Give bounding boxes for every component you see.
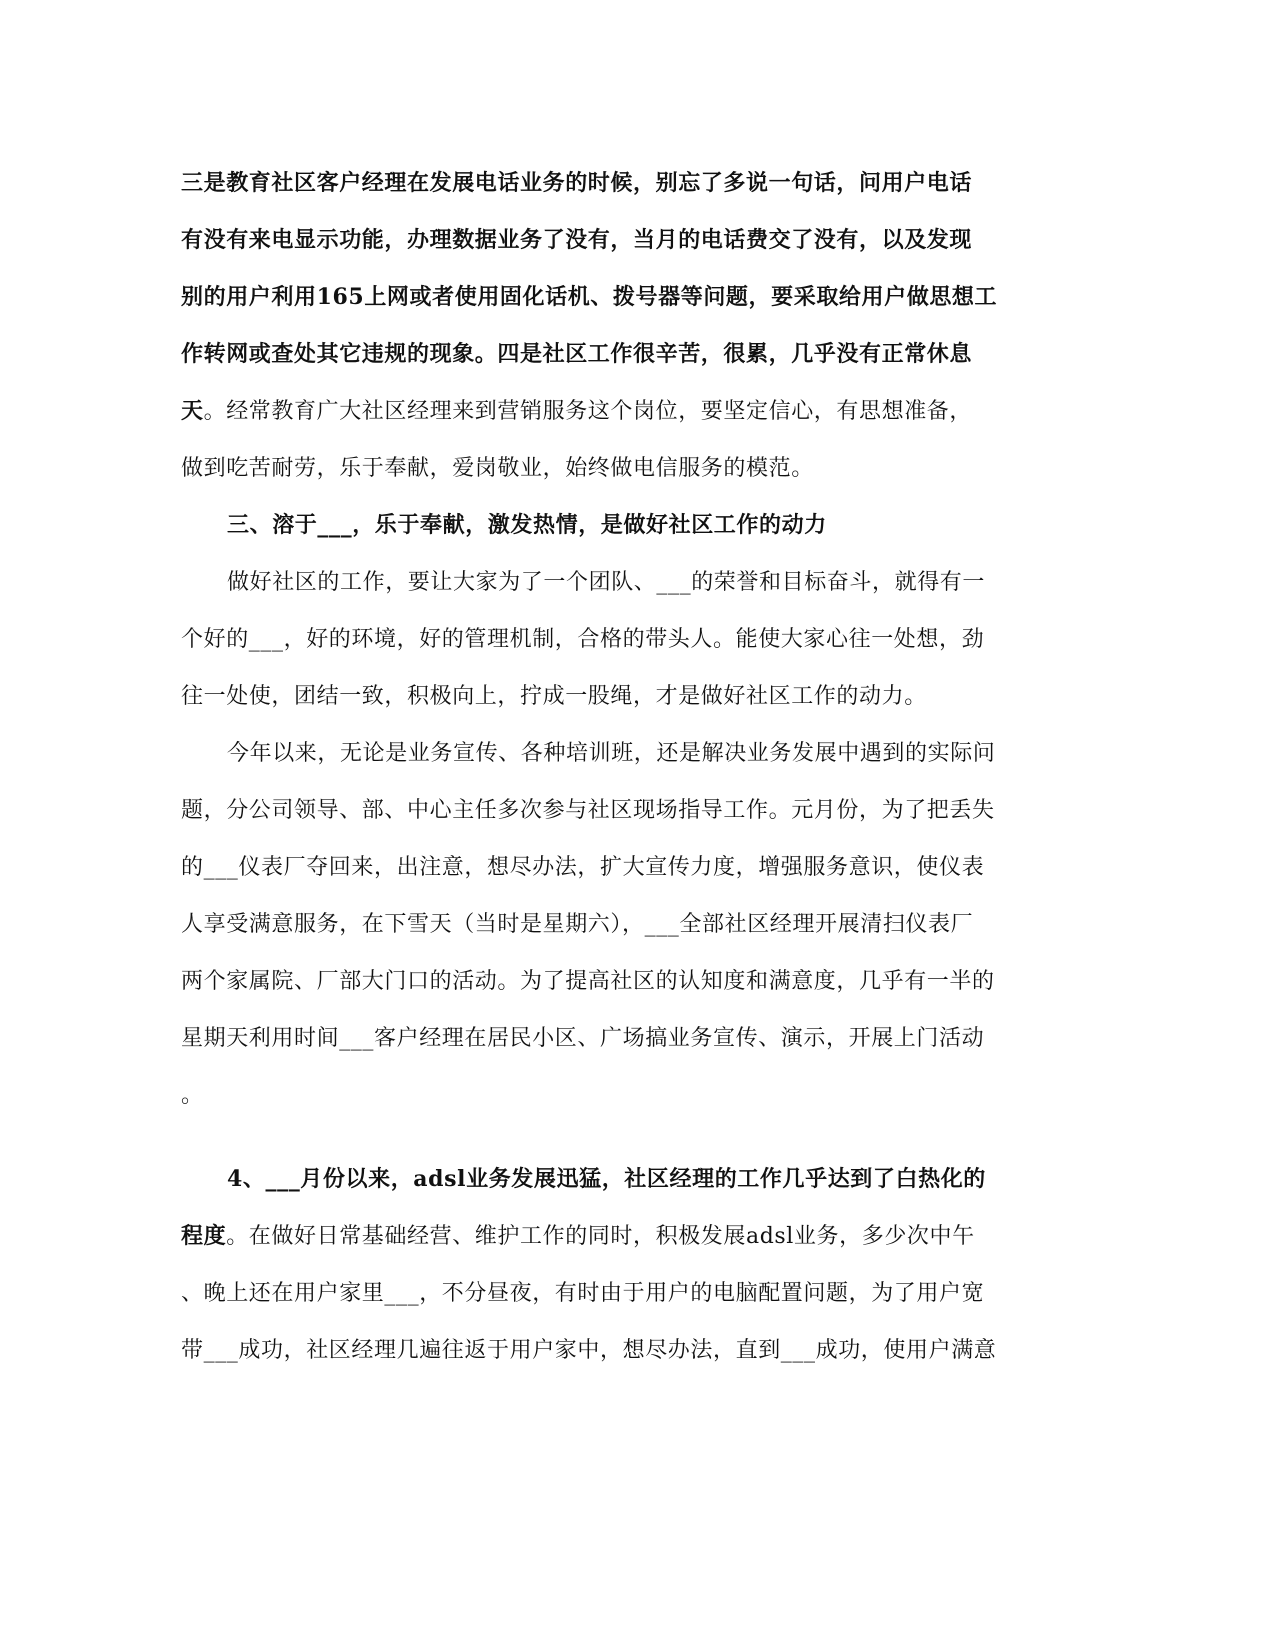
text-line: 星期天利用时间___客户经理在居民小区、广场搞业务宣传、演示，开展上门活动: [181, 1026, 985, 1051]
text-line: 两个家属院、厂部大门口的活动。为了提高社区的认知度和满意度，几乎有一半的: [181, 969, 995, 994]
text-line: [181, 1208, 1041, 1265]
text-line: 做到吃苦耐劳，乐于奉献，爱岗敬业，始终做电信服务的模范。: [181, 456, 814, 481]
text-line: 作转网或查处其它违规的现象。四是社区工作很辛苦，很累，几乎没有正常休息: [181, 341, 973, 367]
text-line: [181, 383, 1041, 440]
text-line: 题，分公司领导、部、中心主任多次参与社区现场指导工作。元月份，为了把丢失: [181, 798, 995, 823]
text-line: 往一处使，团结一致，积极向上，拧成一股绳，才是做好社区工作的动力。: [181, 684, 927, 709]
paragraph-4: [181, 1151, 1041, 1379]
regular-text: 。在做好日常基础经营、维护工作的同时，积极发展adsl业务，多少次中午: [226, 1224, 975, 1249]
text-line: 人享受满意服务，在下雪天（当时是星期六），___全部社区经理开展清扫仪表厂: [181, 912, 974, 937]
paragraph-2: [181, 554, 1041, 725]
section-heading: 三、溶于___，乐于奉献，激发热情，是做好社区工作的动力: [227, 512, 827, 538]
text-line: 带___成功，社区经理几遍往返于用户家中，想尽办法，直到___成功，使用户满意: [181, 1338, 997, 1363]
text-line: 今年以来，无论是业务宣传、各种培训班，还是解决业务发展中遇到的实际问: [227, 741, 996, 766]
regular-text: 。经常教育广大社区经理来到营销服务这个岗位，要坚定信心，有思想准备，: [203, 399, 973, 424]
text-line: 有没有来电显示功能，办理数据业务了没有，当月的电话费交了没有，以及发现: [181, 227, 973, 253]
text-line: 。: [181, 1083, 204, 1108]
text-line: 、晚上还在用户家里___，不分昼夜，有时由于用户的电脑配置问题，为了用户宽: [181, 1281, 985, 1306]
text-line: 个好的___，好的环境，好的管理机制，合格的带头人。能使大家心往一处想，劲: [181, 627, 985, 652]
text-line: 三是教育社区客户经理在发展电话业务的时候，别忘了多说一句话，问用户电话: [181, 170, 973, 196]
text-line: 别的用户利用165上网或者使用固化话机、拨号器等问题，要采取给用户做思想工: [181, 284, 998, 310]
text-line: 4、___月份以来，adsl业务发展迅猛，社区经理的工作几乎达到了白热化的: [227, 1166, 986, 1192]
paragraph-1: [181, 155, 1041, 497]
document-body: [181, 155, 1041, 1379]
paragraph-3: [181, 725, 1041, 1124]
text-line: 做好社区的工作，要让大家为了一个团队、___的荣誉和目标奋斗，就得有一: [227, 570, 986, 595]
paragraph-spacer: [181, 1124, 1041, 1151]
text-line: 的___仪表厂夺回来，出注意，想尽办法，扩大宣传力度，增强服务意识，使仪表: [181, 855, 985, 880]
bold-text: 天: [181, 398, 204, 424]
bold-text: 程度: [181, 1223, 227, 1249]
